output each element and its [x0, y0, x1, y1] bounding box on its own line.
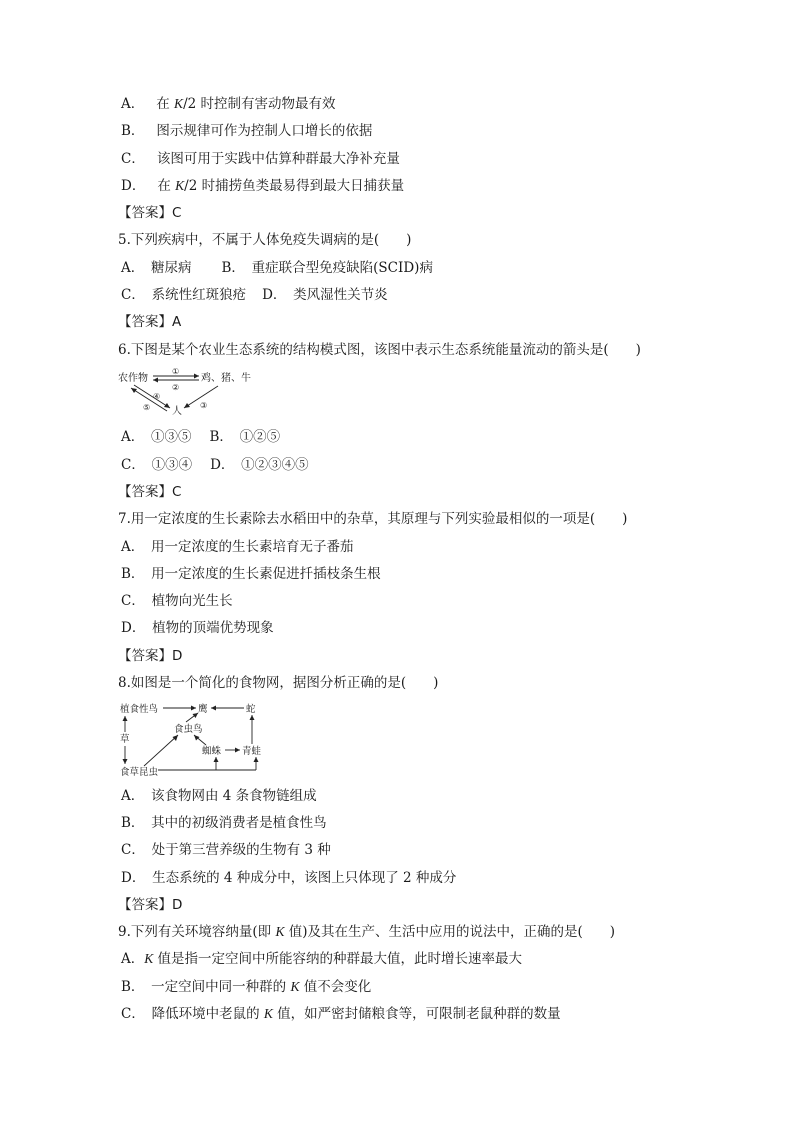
q5-answer: 【答案】A — [118, 314, 182, 330]
q8-option-c: C． 处于第三营养级的生物有 3 种 — [121, 842, 331, 858]
q4-option-a: A． 在 K/2 时控制有害动物最有效 — [121, 96, 336, 112]
node-livestock: 鸡、猪、牛 — [201, 373, 251, 384]
node-crops: 农作物 — [118, 373, 148, 384]
node-spider: 蜘蛛 — [202, 746, 222, 757]
node-human: 人 — [172, 406, 182, 417]
node-insectivorous-bird: 食虫鸟 — [174, 724, 203, 735]
arrow-1-head — [194, 374, 199, 379]
edge-spider-insect-bird-head — [194, 735, 200, 741]
arrow-4-head — [164, 403, 170, 408]
node-grass: 草 — [120, 734, 130, 745]
edge-insect-bird-eagle-head — [193, 713, 199, 718]
edge-insect-spider-head — [214, 757, 219, 762]
q7-option-b: B． 用一定浓度的生长素促进扦插枝条生根 — [121, 566, 381, 582]
q9-stem: 9.下列有关环境容纳量(即 K 值)及其在生产、生活中应用的说法中，正确的是( ) — [118, 924, 616, 940]
q6-stem: 6.下图是某个农业生态系统的结构模式图，该图中表示生态系统能量流动的箭头是( ) — [118, 342, 641, 358]
label-4: ④ — [153, 392, 161, 401]
q4-answer: 【答案】C — [118, 205, 182, 221]
q9-option-c: C． 降低环境中老鼠的 K 值，如严密封储粮食等，可限制老鼠种群的数量 — [121, 1006, 561, 1022]
q7-answer: 【答案】D — [118, 648, 183, 664]
q8-answer: 【答案】D — [118, 897, 183, 913]
q8-stem: 8.如图是一个简化的食物网，据图分析正确的是( ) — [118, 675, 439, 691]
arrow-4 — [134, 385, 170, 408]
q4-option-b: B． 图示规律可作为控制人口增长的依据 — [121, 123, 373, 139]
edge-grass-herb-bird-head — [123, 716, 128, 721]
label-1: ① — [172, 368, 180, 376]
q8-option-a: A． 该食物网由 4 条食物链组成 — [121, 788, 317, 804]
q7-option-d: D． 植物的顶端优势现象 — [121, 620, 274, 636]
arrow-5-head — [131, 388, 137, 393]
q8-option-b: B． 其中的初级消费者是植食性鸟 — [121, 815, 327, 831]
label-5: ⑤ — [143, 403, 151, 412]
q6-options-cd: C． ①③④ D． ①②③④⑤ — [121, 457, 309, 473]
q6-answer: 【答案】C — [118, 484, 182, 500]
label-3: ③ — [200, 401, 208, 410]
q7-option-c: C． 植物向光生长 — [121, 593, 233, 609]
q7-option-a: A． 用一定浓度的生长素培育无子番茄 — [121, 539, 354, 555]
q6-options-ab: A． ①③⑤ B． ①②⑤ — [121, 429, 281, 445]
agro-ecosystem-diagram — [118, 368, 258, 420]
q9-option-a: A．K 值是指一定空间中所能容纳的种群最大值，此时增长速率最大 — [121, 951, 523, 967]
node-snake: 蛇 — [246, 704, 256, 715]
edge-insect-frog-head — [254, 757, 259, 762]
q9-option-b: B． 一定空间中同一种群的 K 值不会变化 — [121, 979, 372, 995]
edge-snake-eagle-head — [211, 706, 216, 711]
edge-frog-snake-head — [250, 715, 255, 720]
edge-herb-bird-eagle-head — [191, 706, 196, 711]
edge-spider-frog-head — [235, 748, 240, 753]
node-herbivorous-insect: 食草昆虫 — [120, 767, 159, 778]
q7-stem: 7.用一定浓度的生长素除去水稻田中的杂草，其原理与下列实验最相似的一项是( ) — [118, 511, 628, 527]
node-frog: 青蛙 — [242, 746, 262, 757]
edge-insect-insect-bird-head — [173, 735, 179, 741]
edge-insect-insect-bird — [144, 735, 178, 766]
edge-grass-insect-head — [123, 759, 128, 764]
q5-stem: 5.下列疾病中，不属于人体免疫失调病的是( ) — [118, 232, 412, 248]
node-eagle: 鹰 — [198, 704, 208, 715]
q8-option-d: D． 生态系统的 4 种成分中，该图上只体现了 2 种成分 — [121, 870, 457, 886]
q4-option-c: C． 该图可用于实践中估算种群最大净补充量 — [121, 151, 400, 167]
q4-option-d: D． 在 K/2 时捕捞鱼类最易得到最大日捕获量 — [121, 178, 405, 194]
q5-options-cd: C． 系统性红斑狼疮 D． 类风湿性关节炎 — [121, 287, 388, 303]
q5-options-ab: A． 糖尿病 B． 重症联合型免疫缺陷(SCID)病 — [121, 260, 433, 276]
label-2: ② — [172, 383, 180, 392]
node-herbivorous-bird: 植食性鸟 — [120, 704, 159, 715]
arrow-3-head — [184, 403, 190, 408]
arrow-2-head — [153, 378, 158, 383]
food-web-diagram — [118, 700, 278, 780]
